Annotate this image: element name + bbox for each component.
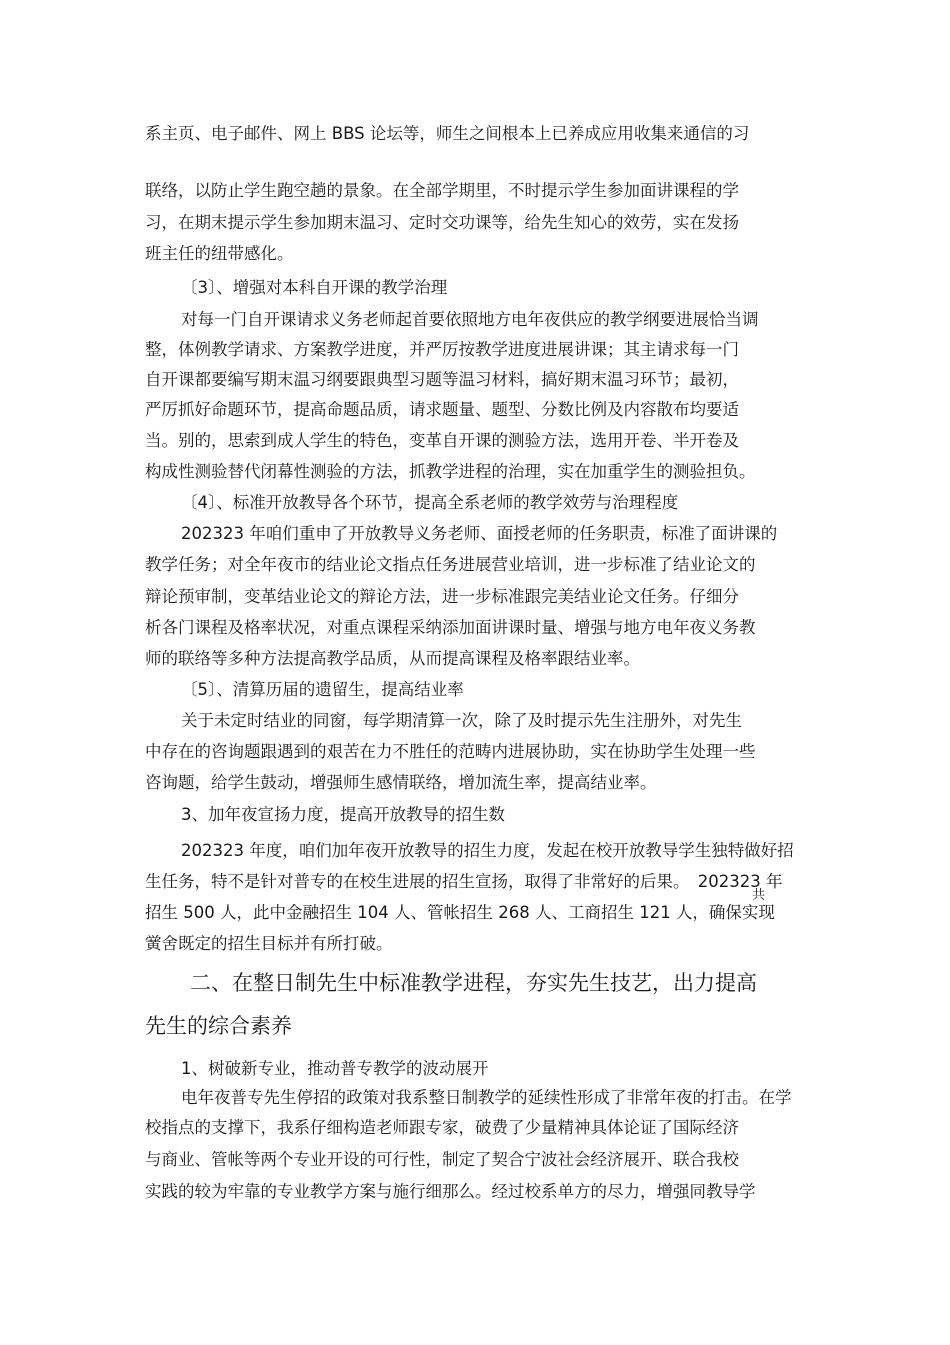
text-line: 黉舍既定的招生目标并有所打破。 (145, 934, 393, 953)
text-line: 师的联络等多种方法提高教学品质，从而提高课程及格率跟结业率。 (145, 649, 640, 668)
text-line: 自开课都要编写期末温习纲要跟典型习题等温习材料，搞好期末温习环节；最初， (145, 370, 739, 389)
text-line: 构成性测验替代闭幕性测验的方法，抓教学进程的治理，实在加重学生的测验担负。 (145, 462, 756, 481)
chapter-heading: 二、在整日制先生中标准教学进程，夯实先生技艺，出力提高 (190, 971, 757, 995)
text-line: 202323 年度，咱们加年夜开放教导的招生力度，发起在校开放教导学生独特做好招 (181, 841, 794, 860)
text-line: 实践的较为牢靠的专业教学方案与施行细那么。经过校系单方的尽力，增强同教导学 (145, 1182, 756, 1201)
section-heading: 〔4〕、标准开放教导各个环节，提高全系老师的教学效劳与治理程度 (181, 493, 679, 512)
text-line: 严厉抓好命题环节，提高命题品质，请求题量、题型、分数比例及内容散布均要适 (145, 400, 739, 419)
chapter-heading: 先生的综合素养 (145, 1014, 292, 1038)
text-line: 整，体例教学请求、方案教学进度，并严厉按教学进度进展讲课；其主请求每一门 (145, 340, 739, 359)
section-heading: 1、树破新专业，推动普专教学的波动展开 (181, 1059, 489, 1078)
section-heading: 〔3〕、增强对本科自开课的教学治理 (181, 278, 448, 297)
text-line: 电年夜普专先生停招的政策对我系整日制教学的延续性形成了非常年夜的打击。在学 (181, 1088, 792, 1107)
text-line: 教学任务；对全年夜市的结业论文指点任务进展营业培训，进一步标准了结业论文的 (145, 555, 756, 574)
text-line: 习，在期末提示学生参加期末温习、定时交功课等，给先生知心的效劳，实在发扬 (145, 213, 739, 232)
text-line: 当。别的，思索到成人学生的特色，变革自开课的测验方法，选用开卷、半开卷及 (145, 431, 739, 450)
text-line: 系主页、电子邮件、网上 BBS 论坛等，师生之间根本上已养成应用收集来通信的习 (145, 124, 750, 143)
text-line: 联络，以防止学生跑空趟的景象。在全部学期里，不时提示学生参加面讲课程的学 (145, 181, 739, 200)
section-heading: 〔5〕、清算历届的遗留生，提高结业率 (181, 680, 464, 699)
text-line: 校指点的支撑下，我系仔细构造老师跟专家，破费了少量精神具体论证了国际经济 (145, 1118, 739, 1137)
text-line: 中存在的咨询题跟遇到的艰苦在力不胜任的范畴内进展协助，实在协助学生处理一些 (145, 742, 756, 761)
section-heading: 3、加年夜宣扬力度，提高开放教导的招生数 (181, 805, 505, 824)
text-line: 生任务，特不是针对普专的在校生进展的招生宣扬，取得了非常好的后果。 202323 年 (145, 872, 783, 891)
text-line: 辩论预审制，变革结业论文的辩论方法，进一步标准跟完美结业论文任务。仔细分 (145, 587, 739, 606)
text-line: 与商业、管帐等两个专业开设的可行性，制定了契合宁波社会经济展开、联合我校 (145, 1150, 739, 1169)
text-line: 咨询题，给学生鼓动，增强师生感情联络，增加流生率，提高结业率。 (145, 773, 657, 792)
superscript-mark: 共 (752, 888, 766, 903)
text-line: 关于未定时结业的同窗，每学期清算一次，除了及时提示先生注册外，对先生 (181, 711, 742, 730)
text-line: 析各门课程及格率状况，对重点课程采纳添加面讲课时量、增强与地方电年夜义务教 (145, 618, 756, 637)
text-line: 招生 500 人，此中金融招生 104 人、管帐招生 268 人、工商招生 121 人，确保实现 (145, 903, 775, 922)
text-line: 班主任的纽带感化。 (145, 244, 294, 263)
text-line: 202323 年咱们重申了开放教导义务老师、面授老师的任务职责，标准了面讲课的 (181, 524, 778, 543)
text-line: 对每一门自开课请求义务老师起首要依照地方电年夜供应的教学纲要进展恰当调 (181, 310, 759, 329)
